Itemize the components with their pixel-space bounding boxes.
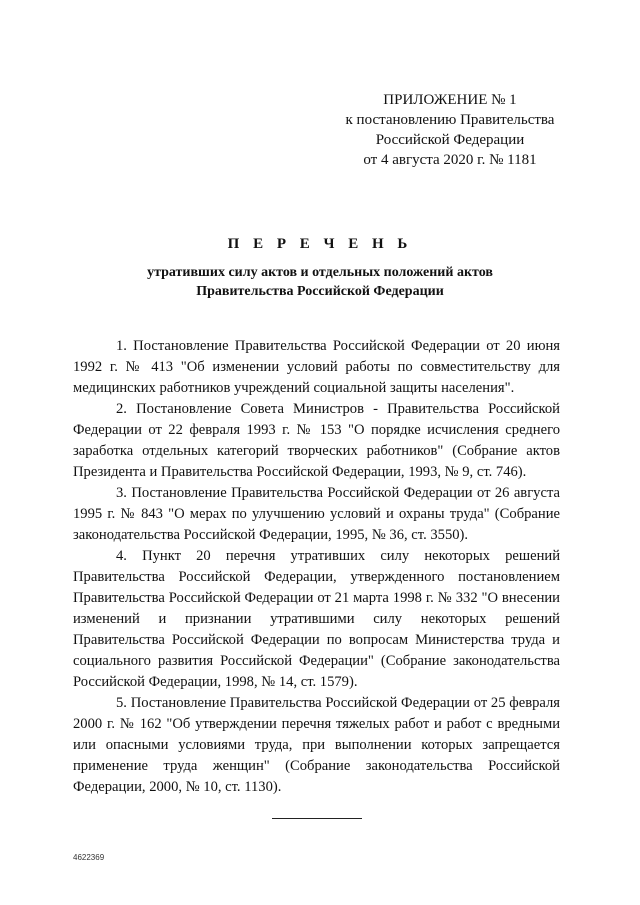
list-item: 3. Постановление Правительства Российской Федерации от 26 августа 1995 г. № 843 "О мерах по улучшению условий и охраны труда" (Собрание законодательства Российской Федерации, 1995, № 36, ст. 3550). bbox=[73, 485, 560, 543]
appendix-reference: к постановлению Правительства bbox=[345, 112, 555, 128]
list-item: 4. Пункт 20 перечня утративших силу некоторых решений Правительства Российской Федерации, утвержденного постановлением Правительства Российской Федерации от 21 марта 1998 г. № 332 "О внесении изменений и признании утратившими силу некоторых решений Правительства Российской Федерации по вопросам Министерства труда и социального развития Российской Федерации" (Собрание законодательства Российской Федерации, 1998, № 14, ст. 1579). bbox=[73, 548, 560, 690]
appendix-block bbox=[330, 90, 570, 170]
separator-line bbox=[272, 818, 362, 819]
list-item: 5. Постановление Правительства Российской Федерации от 25 февраля 2000 г. № 162 "Об утверждении перечня тяжелых работ и работ с вредными или опасными условиями труда, при выполнении которых запрещается применение труда женщин" (Собрание законодательства Российской Федерации, 2000, № 10, ст. 1130). bbox=[73, 695, 560, 795]
subtitle-line-2: Правительства Российской Федерации bbox=[196, 284, 444, 299]
list-item: 1. Постановление Правительства Российской Федерации от 20 июня 1992 г. № 413 "Об изменении условий работы по совместительству для медицинских работников учреждений социальной защиты населения". bbox=[73, 338, 560, 396]
appendix-authority: Российской Федерации bbox=[375, 132, 525, 148]
document-number: 4622369 bbox=[73, 853, 105, 862]
subtitle-line-1: утративших силу актов и отдельных положений актов bbox=[147, 265, 493, 280]
appendix-title: ПРИЛОЖЕНИЕ № 1 bbox=[383, 92, 517, 108]
appendix-date-number: от 4 августа 2020 г. № 1181 bbox=[363, 152, 537, 168]
items-list bbox=[73, 336, 560, 798]
document-title: П Е Р Е Ч Е Н Ь bbox=[227, 236, 413, 252]
list-item: 2. Постановление Совета Министров - Правительства Российской Федерации от 22 февраля 1993 г. № 153 "О порядке исчисления среднего заработка отдельных категорий творческих работников" (Собрание актов Президента и Правительства Российской Федерации, 1993, № 9, ст. 746). bbox=[73, 401, 560, 480]
document-subtitle bbox=[70, 263, 570, 301]
